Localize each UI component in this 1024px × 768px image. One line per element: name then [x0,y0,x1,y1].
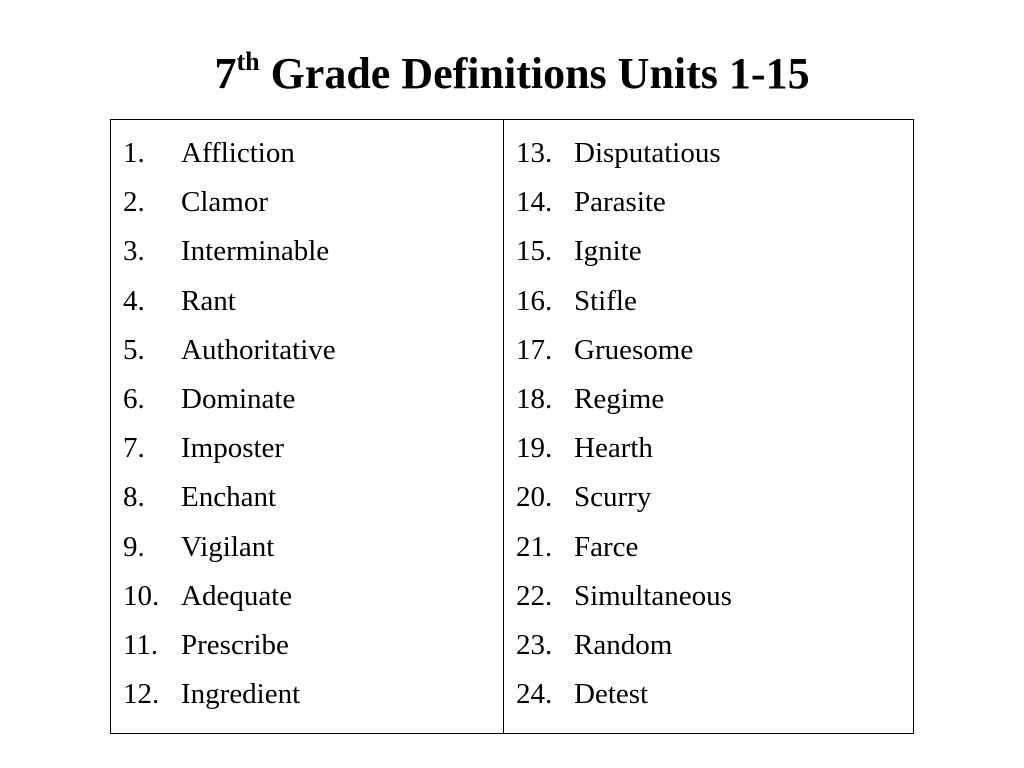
item-number: 17. [516,333,553,366]
item-number: 9. [123,530,145,563]
item-number: 1. [123,137,145,169]
item-word: Parasite [574,186,666,219]
right-column [504,120,913,733]
item-word: Rant [181,284,236,317]
item-number: 3. [123,235,145,268]
item-word: Enchant [181,481,277,514]
item-word: Detest [574,678,649,711]
list-item [123,129,503,178]
item-number: 14. [516,186,553,219]
list-item [516,473,913,522]
list-item [123,326,503,375]
item-number: 6. [123,382,145,415]
item-number: 15. [516,235,553,268]
item-word: Simultaneous [574,579,732,612]
list-item [123,670,503,719]
vocabulary-table [110,119,914,734]
item-word: Regime [574,382,665,415]
list-item [516,572,913,621]
list-item [123,523,503,572]
item-word: Imposter [181,432,285,465]
item-word: Interminable [181,235,330,268]
item-number: 8. [123,481,145,514]
item-number: 10. [123,579,160,612]
item-number: 19. [516,432,553,465]
item-word: Gruesome [574,333,694,366]
item-word: Adequate [181,579,293,612]
list-item [123,227,503,276]
list-item [123,178,503,227]
list-item [516,227,913,276]
item-word: Clamor [181,186,268,219]
item-word: Farce [574,530,639,563]
item-number: 4. [123,284,145,317]
item-word: Ingredient [181,678,301,711]
item-word: Disputatious [574,137,721,169]
list-item [516,178,913,227]
item-word: Scurry [574,481,652,514]
item-number: 12. [123,678,160,711]
page-title [0,46,1024,102]
list-item [123,424,503,473]
list-item [123,621,503,670]
item-number: 20. [516,481,553,514]
item-word: Random [574,628,673,661]
title-text: Grade Definitions Units 1-15 [259,49,810,98]
list-item [516,375,913,424]
list-item [516,277,913,326]
item-number: 18. [516,382,553,415]
list-item [516,129,913,178]
item-word: Prescribe [181,628,289,661]
title-number: 7 [214,49,237,98]
item-word: Affliction [181,137,295,169]
item-number: 16. [516,284,553,317]
list-item [516,621,913,670]
item-number: 22. [516,579,553,612]
left-column [111,120,504,733]
item-number: 24. [516,678,553,711]
item-number: 21. [516,530,553,563]
list-item [516,326,913,375]
item-word: Authoritative [181,333,336,366]
item-word: Stifle [574,284,637,317]
list-item [516,523,913,572]
item-number: 13. [516,137,553,169]
list-item [516,424,913,473]
list-item [516,670,913,719]
item-number: 2. [123,186,145,219]
item-word: Vigilant [181,530,275,563]
list-item [123,572,503,621]
item-number: 11. [123,628,159,661]
list-item [123,277,503,326]
list-item [123,375,503,424]
list-item [123,473,503,522]
item-word: Dominate [181,382,296,415]
item-number: 23. [516,628,553,661]
item-number: 5. [123,333,145,366]
item-number: 7. [123,432,145,465]
item-word: Ignite [574,235,642,268]
title-superscript: th [236,47,260,76]
item-word: Hearth [574,432,653,465]
